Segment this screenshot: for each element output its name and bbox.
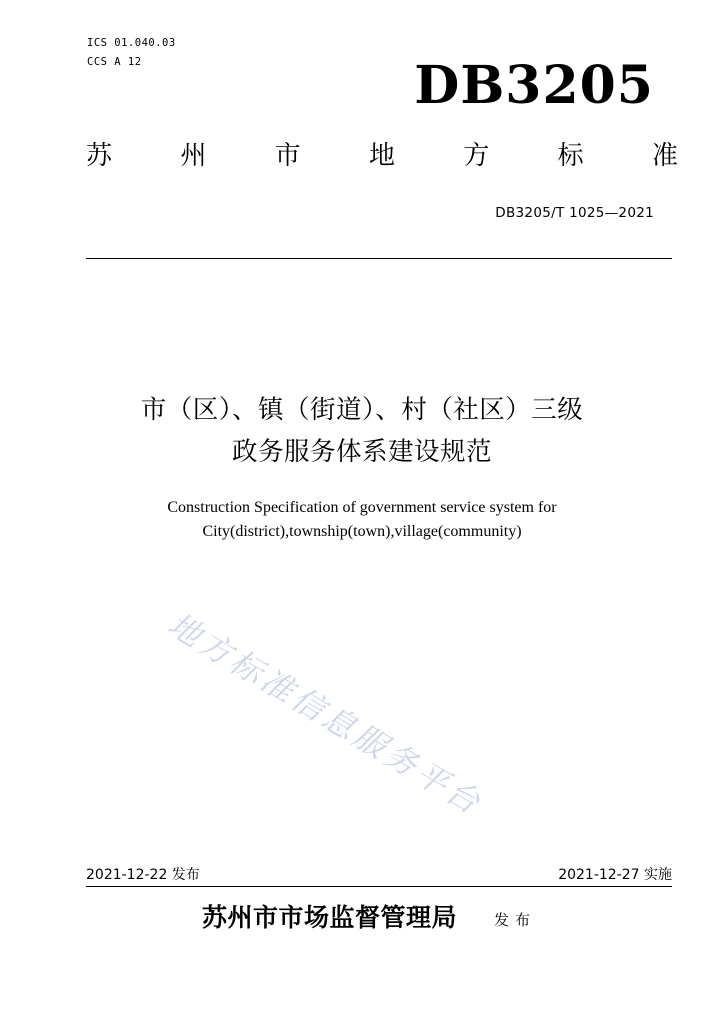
standard-level-char: 方 [463, 141, 490, 171]
english-title-line-1: Construction Specification of government service system for [167, 499, 557, 516]
bottom-divider [86, 886, 672, 887]
top-divider [86, 258, 672, 259]
standard-level-char: 市 [274, 141, 301, 171]
standard-level-char: 州 [180, 141, 207, 171]
standard-number: DB3205/T 1025—2021 [495, 205, 654, 221]
release-date: 2021-12-22 发布 [86, 867, 200, 883]
standard-level-char: 准 [651, 141, 678, 171]
standard-level-char: 苏 [86, 141, 113, 171]
chinese-title-line-2: 政务服务体系建设规范 [231, 437, 492, 467]
issuer-action: 发布 [494, 911, 537, 929]
issuing-authority: 苏州市市场监督管理局 [202, 903, 458, 932]
chinese-title-line-1: 市（区）、镇（街道）、村（社区）三级 [140, 395, 584, 425]
ccs-code: CCS A 12 [87, 56, 142, 68]
standard-level-char: 地 [368, 141, 395, 171]
ics-code: ICS 01.040.03 [87, 37, 176, 49]
watermark: 地方标准信息服务平台 [161, 605, 490, 824]
standard-level-heading [86, 143, 678, 169]
standard-logo: DB3205 [414, 55, 654, 116]
standard-level-char: 标 [557, 141, 584, 171]
implementation-date: 2021-12-27 实施 [558, 867, 672, 883]
english-title-line-2: City(district),township(town),village(community) [202, 523, 522, 540]
